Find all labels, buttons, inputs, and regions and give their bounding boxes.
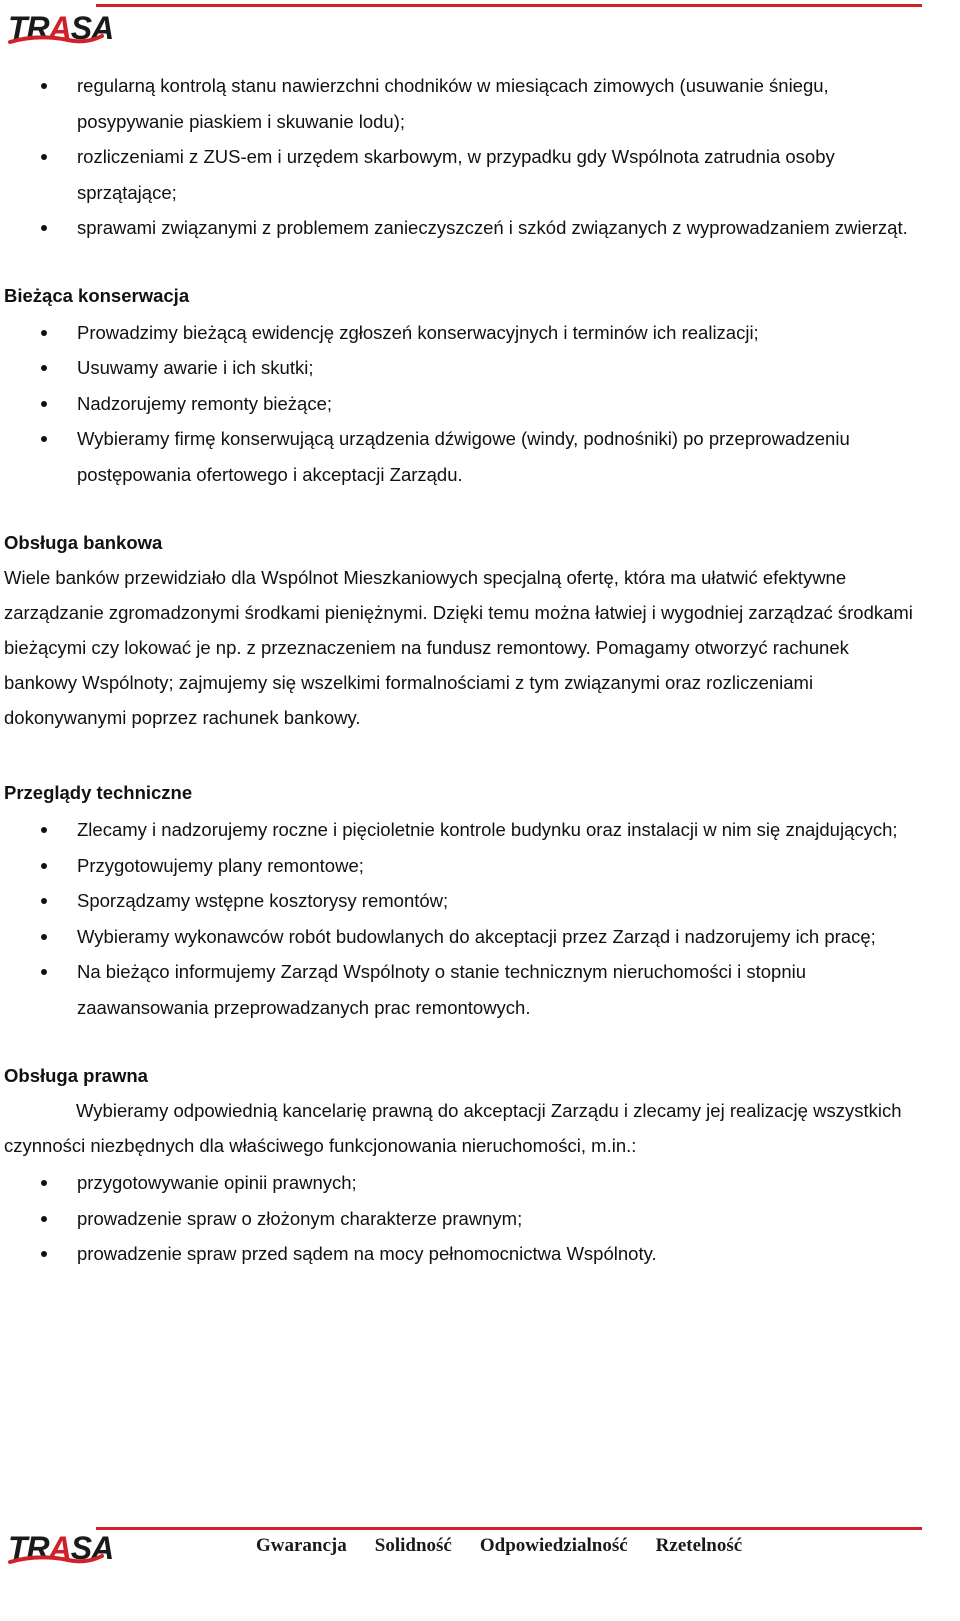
prawna-list [4, 1165, 924, 1272]
header-rule [96, 4, 922, 7]
footer-tag: Odpowiedzialność [479, 1535, 628, 1556]
list-item: regularną kontrolą stanu nawierzchni chodników w miesiącach zimowych (usuwanie śniegu, posypywanie piaskiem i skuwanie lodu); [4, 68, 924, 139]
list-item: Wybieramy firmę konserwującą urządzenia dźwigowe (windy, podnośniki) po przeprowadzeniu postępowania ofertowego i akceptacji Zarządu. [4, 421, 924, 492]
section-heading-konserwacja: Bieżąca konserwacja [4, 284, 190, 306]
footer-tagline [256, 1535, 742, 1557]
footer-tag: Gwarancja [256, 1535, 347, 1556]
logo-text: TRASA [8, 10, 114, 46]
footer-tag: Rzetelność [655, 1535, 743, 1556]
list-item: Nadzorujemy remonty bieżące; [4, 386, 924, 422]
logo-text: TRASA [8, 1530, 114, 1566]
list-item: Na bieżąco informujemy Zarząd Wspólnoty o stanie technicznym nieruchomości i stopniu zaawansowania przeprowadzanych prac remontowych. [4, 954, 924, 1025]
header-logo [8, 6, 114, 46]
list-item: sprawami związanymi z problemem zanieczyszczeń i szkód związanych z wyprowadzaniem zwierząt. [4, 210, 924, 246]
list-item: prowadzenie spraw przed sądem na mocy pełnomocnictwa Wspólnoty. [4, 1236, 924, 1272]
logo-swoosh-icon [8, 32, 104, 48]
footer-logo [8, 1526, 114, 1566]
section-heading-przeglady: Przeglądy techniczne [4, 782, 193, 803]
list-item: prowadzenie spraw o złożonym charakterze prawnym; [4, 1201, 924, 1237]
footer-tag: Solidność [374, 1535, 452, 1556]
konserwacja-list [4, 315, 924, 493]
logo-swoosh-icon [8, 1552, 104, 1568]
section-heading-bankowa: Obsługa bankowa [4, 532, 163, 553]
list-item: Prowadzimy bieżącą ewidencję zgłoszeń konserwacyjnych i terminów ich realizacji; [4, 315, 924, 351]
list-item: Zlecamy i nadzorujemy roczne i pięcioletnie kontrole budynku oraz instalacji w nim się znajdujących; [4, 812, 924, 848]
przeglady-list [4, 812, 924, 1025]
list-item: Przygotowujemy plany remontowe; [4, 848, 924, 884]
list-item: przygotowywanie opinii prawnych; [4, 1165, 924, 1201]
intro-list [4, 68, 924, 246]
list-item: Sporządzamy wstępne kosztorysy remontów; [4, 883, 924, 919]
bankowa-paragraph: Wiele banków przewidziało dla Wspólnot Mieszkaniowych specjalną ofertę, która ma ułatwić efektywne zarządzanie zgromadzonymi środkami pieniężnymi. Dzięki temu można łatwiej i wygodniej zarządzać środkami bieżącymi czy lokować je np. z przeznaczeniem na fundusz remontowy. Pomagamy otworzyć rachunek bankowy Wspólnoty; zajmujemy się wszelkimi formalnościami z tym związanymi oraz rozliczeniami dokonywanymi poprzez rachunek bankowy. [4, 567, 913, 728]
list-item: Usuwamy awarie i ich skutki; [4, 350, 924, 386]
prawna-paragraph: Wybieramy odpowiednią kancelarię prawną do akceptacji Zarządu i zlecamy jej realizację wszystkich czynności niezbędnych dla właściwego funkcjonowania nieruchomości, m.in.: [4, 1100, 902, 1156]
document-body [4, 68, 924, 1272]
list-item: Wybieramy wykonawców robót budowlanych do akceptacji przez Zarząd i nadzorujemy ich pracę; [4, 919, 924, 955]
footer-rule [96, 1527, 922, 1530]
section-heading-prawna: Obsługa prawna [4, 1065, 148, 1086]
list-item: rozliczeniami z ZUS-em i urzędem skarbowym, w przypadku gdy Wspólnota zatrudnia osoby sprzątające; [4, 139, 924, 210]
